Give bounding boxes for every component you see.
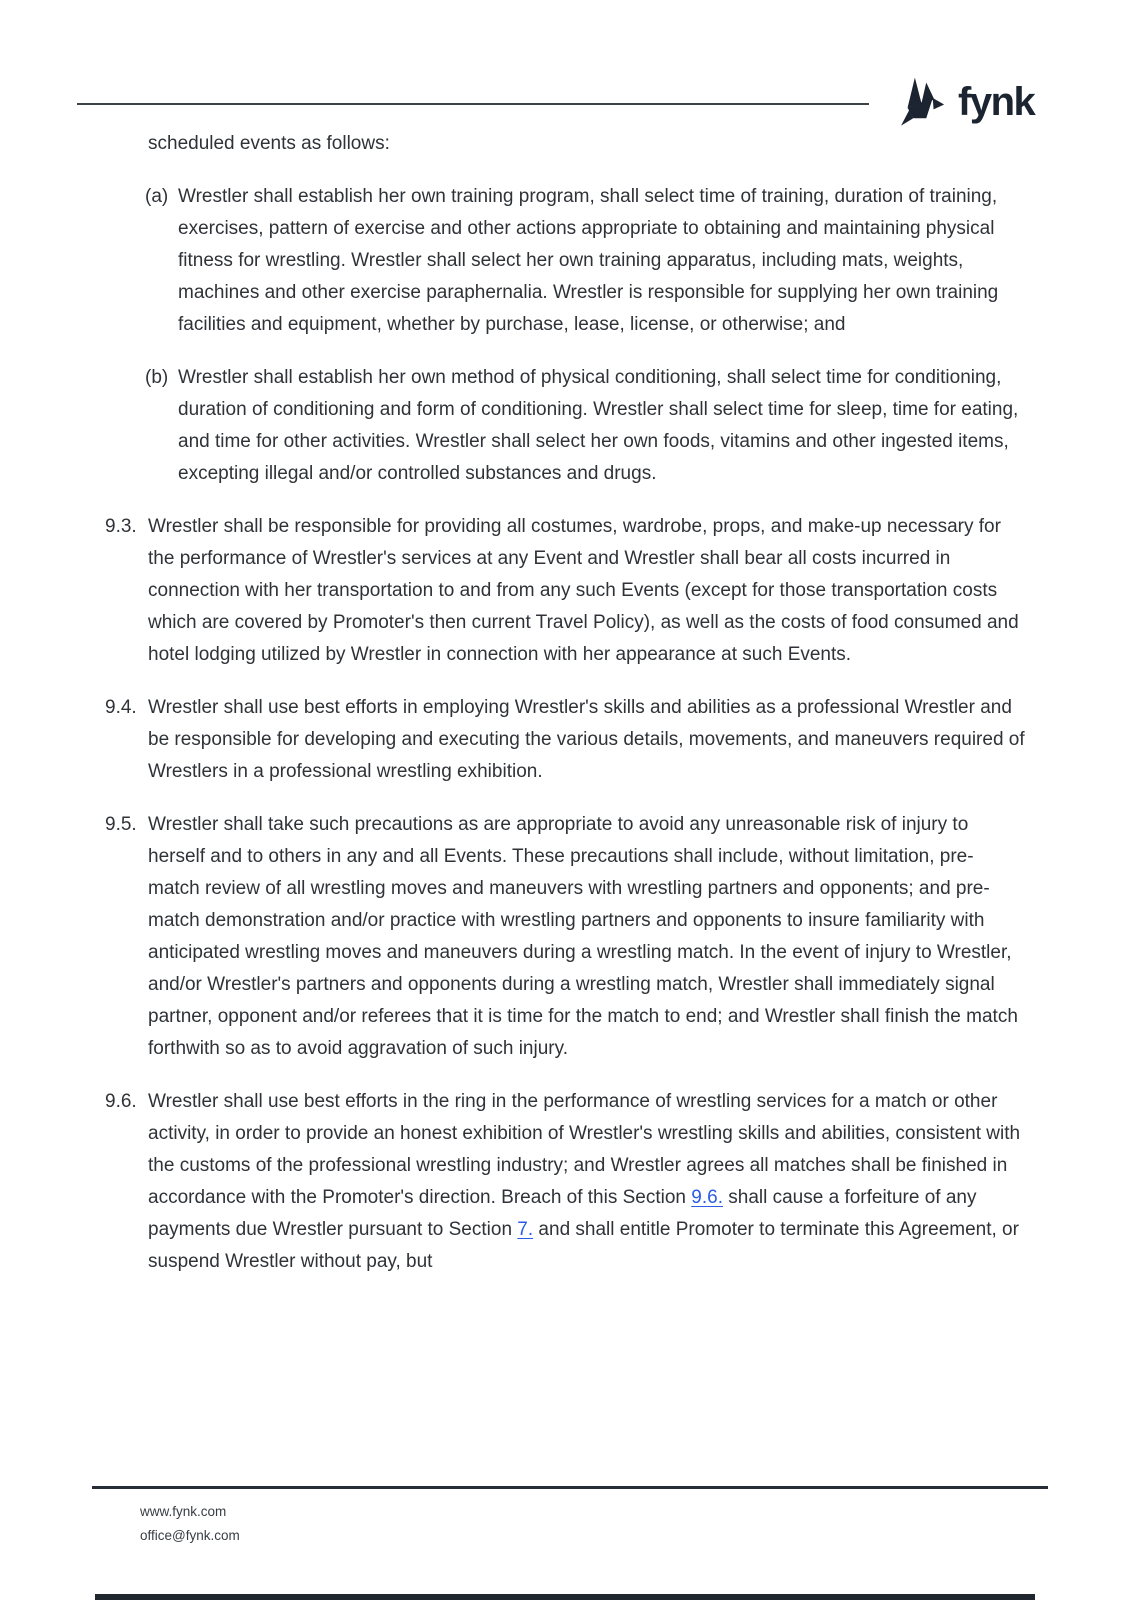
header-divider-line xyxy=(77,103,869,105)
section-9-6-text-part2: shall cause a forfeiture of any payments due Wrestler pursuant to Section xyxy=(148,1187,977,1240)
section-9-5-number: 9.5. xyxy=(105,814,137,835)
footer-contact-block xyxy=(140,1500,240,1548)
section-9-5 xyxy=(105,809,1027,1065)
section-9-6-text xyxy=(148,1086,1025,1278)
clause-a-label: (a) xyxy=(145,186,169,207)
clause-a xyxy=(145,181,1027,341)
contract-body xyxy=(105,128,1027,1299)
footer-email: office@fynk.com xyxy=(140,1528,240,1543)
section-9-6-text-part3: and shall entitle Promoter to terminate this Agreement, or suspend Wrestler without pay, but xyxy=(148,1219,1019,1272)
section-9-4-text: Wrestler shall use best efforts in employing Wrestler's skills and abilities as a professional Wrestler and be responsible for developing and executing the various details, movements, and maneuvers required of Wrestlers in a professional wrestling exhibition. xyxy=(148,697,1025,782)
section-9-6 xyxy=(105,1086,1027,1278)
page-bottom-edge-bar xyxy=(95,1594,1035,1600)
logo-wordmark: fynk xyxy=(958,80,1035,124)
clause-b-label: (b) xyxy=(145,367,169,388)
footer-website: www.fynk.com xyxy=(140,1504,227,1519)
section-9-3-number: 9.3. xyxy=(105,516,137,537)
section-7-cross-reference-link[interactable]: 7. xyxy=(517,1219,534,1240)
clause-b xyxy=(145,362,1027,490)
origami-bird-icon xyxy=(897,76,949,128)
section-9-3-text: Wrestler shall be responsible for providing all costumes, wardrobe, props, and make-up necessary for the performance of Wrestler's services at any Event and Wrestler shall bear all costs incurred in connection with her transportation to and from any such Events (except for those transportation costs which are covered by Promoter's then current Travel Policy), as well as the costs of food consumed and hotel lodging utilized by Wrestler in connection with her appearance at such Events. xyxy=(148,516,1019,665)
clause-a-text: Wrestler shall establish her own training program, shall select time of training, duration of training, exercises, pattern of exercise and other actions appropriate to obtaining and maintaining physical fitness for wrestling. Wrestler shall select her own training apparatus, including mats, weights, machines and other exercise paraphernalia. Wrestler is responsible for supplying her own training facilities and equipment, whether by purchase, lease, license, or otherwise; and xyxy=(178,186,999,335)
section-9-6-cross-reference-link[interactable]: 9.6. xyxy=(691,1187,723,1208)
section-9-3 xyxy=(105,511,1027,671)
section-9-5-text: Wrestler shall take such precautions as are appropriate to avoid any unreasonable risk of injury to herself and to others in any and all Events. These precautions shall include, without limitation, pre-match review of all wrestling moves and maneuvers with wrestling partners and opponents; and pre-match demonstration and/or practice with wrestling partners and opponents to insure familiarity with anticipated wrestling moves and maneuvers during a wrestling match. In the event of injury to Wrestler, and/or Wrestler's partners and opponents during a wrestling match, Wrestler shall immediately signal partner, opponent and/or referees that it is time for the match to end; and Wrestler shall finish the match forthwith so as to avoid aggravation of such injury. xyxy=(148,814,1018,1059)
section-9-6-number: 9.6. xyxy=(105,1091,137,1112)
footer-divider-line xyxy=(92,1486,1048,1489)
section-9-6-text-part1: Wrestler shall use best efforts in the ring in the performance of wrestling services for a match or other activity, in order to provide an honest exhibition of Wrestler's wrestling skills and abilities, consistent with the customs of the professional wrestling industry; and Wrestler agrees all matches shall be finished in accordance with the Promoter's direction. Breach of this Section xyxy=(148,1091,1021,1208)
section-9-4-number: 9.4. xyxy=(105,697,137,718)
intro-continuation-text: scheduled events as follows: xyxy=(148,133,390,154)
clause-b-text: Wrestler shall establish her own method of physical conditioning, shall select time for conditioning, duration of conditioning and form of conditioning. Wrestler shall select time for sleep, time for eating, and time for other activities. Wrestler shall select her own foods, vitamins and other ingested items, excepting illegal and/or controlled substances and drugs. xyxy=(178,367,1019,484)
section-9-4 xyxy=(105,692,1027,788)
fynk-logo xyxy=(897,76,1034,128)
